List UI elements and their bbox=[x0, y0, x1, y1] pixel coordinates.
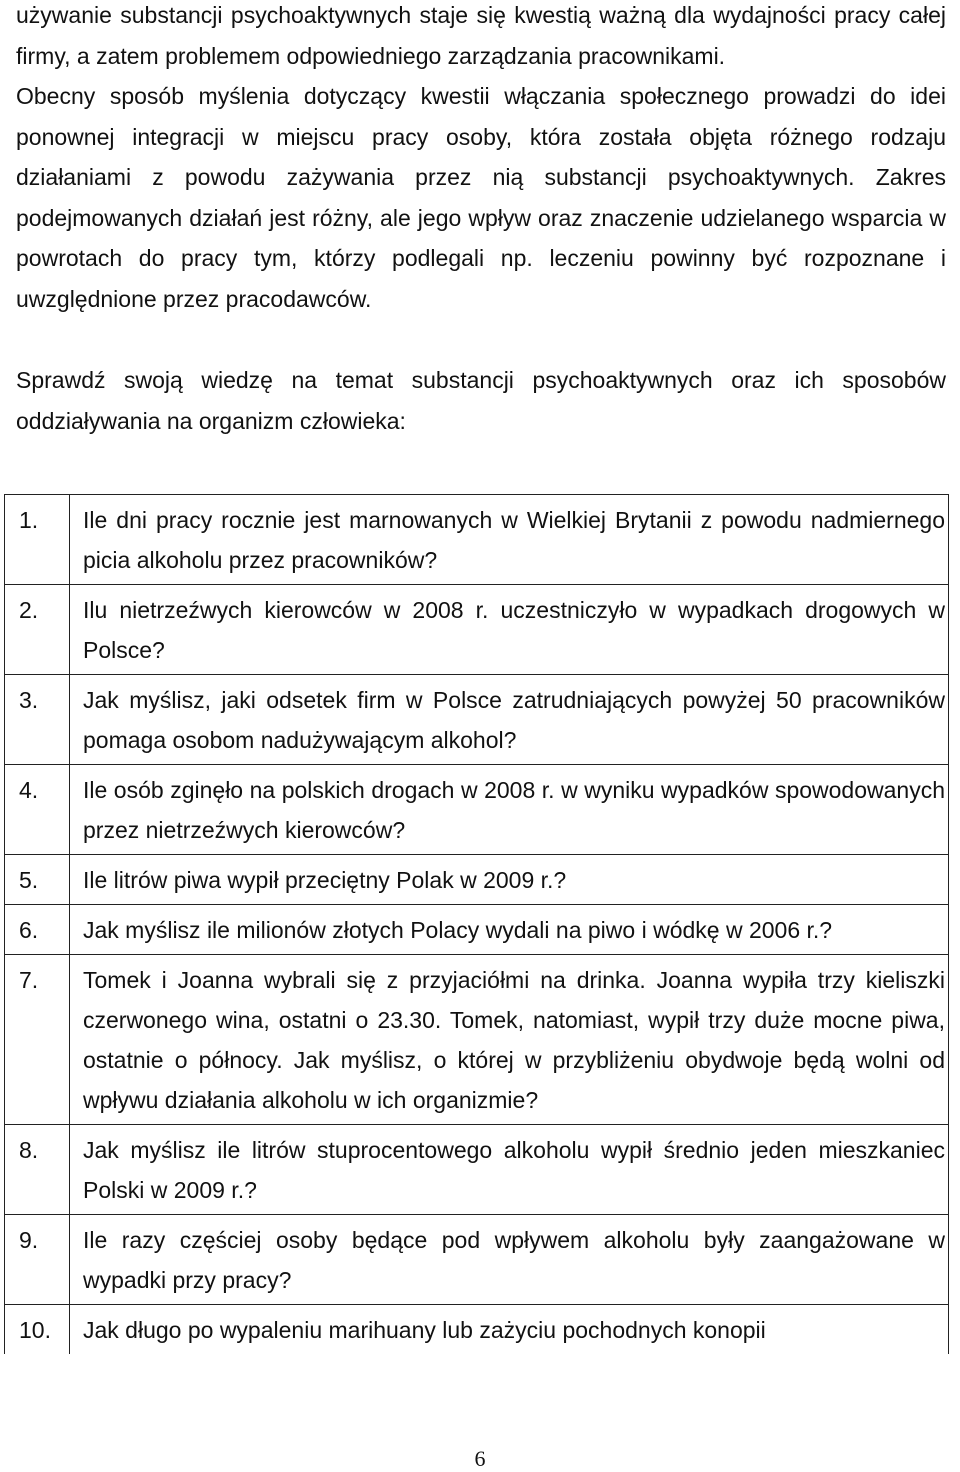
table-row bbox=[5, 1125, 949, 1215]
question-text: Tomek i Joanna wybrali się z przyjaciółmi na drinka. Joanna wypiła trzy kieliszki czerwonego wina, ostatni o 23.30. Tomek, natomiast, wypił trzy duże mocne piwa, ostatnie o północy. Jak myślisz, o której w przybliżeniu obydwoje będą wolni od wpływu działania alkoholu w ich organizmie? bbox=[70, 955, 949, 1125]
table-row bbox=[5, 905, 949, 955]
intro-paragraph-continuation: używanie substancji psychoaktywnych staje się kwestią ważną dla wydajności pracy całej firmy, a zatem problemem odpowiedniego zarządzania pracownikami. bbox=[16, 2, 946, 69]
page-number: 6 bbox=[474, 1446, 486, 1471]
intro-paragraph-social-inclusion: Obecny sposób myślenia dotyczący kwestii włączania społecznego prowadzi do idei ponownej integracji w miejscu pracy osoby, która została objęta różnego rodzaju działaniami z powodu zażywania przez nią substancji psychoaktywnych. Zakres podejmowanych działań jest różny, ale jego wpływ oraz znaczenie udzielanego wsparcia w powrotach do pracy tym, którzy podlegali np. leczeniu powinny być rozpoznane i uwzględnione przez pracodawców. bbox=[16, 83, 946, 312]
table-row bbox=[5, 765, 949, 855]
question-text: Jak myślisz ile milionów złotych Polacy wydali na piwo i wódkę w 2006 r.? bbox=[70, 905, 949, 955]
question-text: Jak długo po wypaleniu marihuany lub zażyciu pochodnych konopii bbox=[70, 1305, 949, 1355]
question-text: Ilu nietrzeźwych kierowców w 2008 r. uczestniczyło w wypadkach drogowych w Polsce? bbox=[70, 585, 949, 675]
question-number: 2. bbox=[5, 585, 70, 675]
question-text: Ile osób zginęło na polskich drogach w 2008 r. w wyniku wypadków spowodowanych przez nietrzeźwych kierowców? bbox=[70, 765, 949, 855]
table-row bbox=[5, 495, 949, 585]
table-row bbox=[5, 1215, 949, 1305]
question-number: 5. bbox=[5, 855, 70, 905]
question-number: 1. bbox=[5, 495, 70, 585]
question-number: 4. bbox=[5, 765, 70, 855]
question-text: Ile dni pracy rocznie jest marnowanych w Wielkiej Brytanii z powodu nadmiernego picia alkoholu przez pracowników? bbox=[70, 495, 949, 585]
question-number: 6. bbox=[5, 905, 70, 955]
question-number: 10. bbox=[5, 1305, 70, 1355]
document-body bbox=[16, 0, 946, 441]
question-text: Ile razy częściej osoby będące pod wpływem alkoholu były zaangażowane w wypadki przy pracy? bbox=[70, 1215, 949, 1305]
question-text: Jak myślisz ile litrów stuprocentowego alkoholu wypił średnio jeden mieszkaniec Polski w 2009 r.? bbox=[70, 1125, 949, 1215]
table-row bbox=[5, 585, 949, 675]
table-row bbox=[5, 855, 949, 905]
table-row bbox=[5, 955, 949, 1125]
question-number: 8. bbox=[5, 1125, 70, 1215]
question-number: 9. bbox=[5, 1215, 70, 1305]
question-text: Ile litrów piwa wypił przeciętny Polak w 2009 r.? bbox=[70, 855, 949, 905]
table-row bbox=[5, 675, 949, 765]
quiz-instruction: Sprawdź swoją wiedzę na temat substancji psychoaktywnych oraz ich sposobów oddziaływania na organizm człowieka: bbox=[16, 367, 946, 434]
question-text: Jak myślisz, jaki odsetek firm w Polsce zatrudniających powyżej 50 pracowników pomaga osobom nadużywającym alkohol? bbox=[70, 675, 949, 765]
table-row bbox=[5, 1305, 949, 1355]
quiz-questions-table bbox=[4, 494, 949, 1354]
question-number: 7. bbox=[5, 955, 70, 1125]
question-number: 3. bbox=[5, 675, 70, 765]
